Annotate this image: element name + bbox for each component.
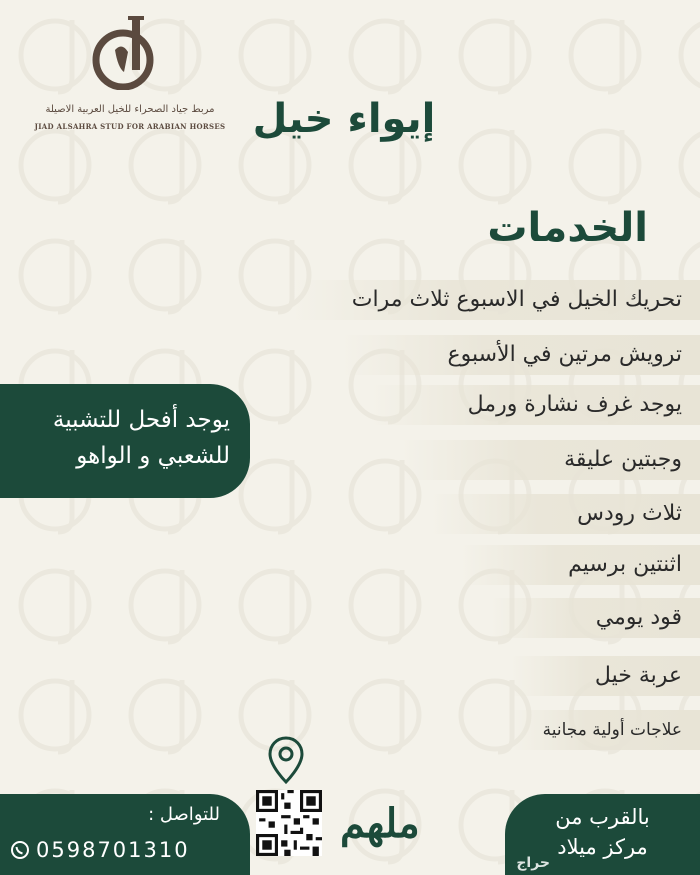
phone-number-text: 0598701310 bbox=[36, 838, 190, 862]
page-title: إيواء خيل bbox=[252, 96, 436, 142]
service-item: عربة خيل bbox=[510, 656, 700, 696]
brand-word: ملهم bbox=[340, 800, 420, 847]
contact-panel bbox=[0, 794, 250, 875]
brand-logo bbox=[30, 10, 226, 131]
service-item: تحريك الخيل في الاسبوع ثلاث مرات bbox=[290, 280, 700, 320]
service-item: وجبتين عليقة bbox=[400, 440, 700, 480]
logo-name-arabic: مربط جياد الصحراء للخيل العربية الاصيلة bbox=[45, 104, 215, 115]
whatsapp-icon bbox=[10, 840, 30, 860]
services-heading: الخدمات bbox=[487, 205, 648, 251]
service-item: يوجد غرف نشارة ورمل bbox=[370, 385, 700, 425]
promo-banner bbox=[0, 384, 250, 498]
promo-line-2: للشعبي و الواهو bbox=[76, 443, 230, 469]
service-item: ترويش مرتين في الأسبوع bbox=[340, 335, 700, 375]
service-item: علاجات أولية مجانية bbox=[510, 710, 700, 750]
service-item: قود يومي bbox=[490, 598, 700, 638]
location-line-2: مركز ميلاد bbox=[557, 835, 648, 859]
service-item: اثنتين برسيم bbox=[460, 545, 700, 585]
phone-number[interactable] bbox=[10, 838, 190, 862]
map-pin-icon[interactable] bbox=[268, 736, 304, 786]
promo-line-1: يوجد أفحل للتشبية bbox=[52, 407, 230, 433]
service-item: ثلاث رودس bbox=[430, 494, 700, 534]
location-line-1: بالقرب من bbox=[555, 805, 650, 829]
site-watermark: حراج bbox=[516, 855, 550, 871]
horse-logo-icon bbox=[90, 10, 160, 90]
qr-code[interactable] bbox=[256, 790, 322, 856]
logo-name-english: JIAD ALSAHRA STUD FOR ARABIAN HORSES bbox=[34, 122, 226, 131]
contact-label: للتواصل : bbox=[148, 804, 220, 825]
